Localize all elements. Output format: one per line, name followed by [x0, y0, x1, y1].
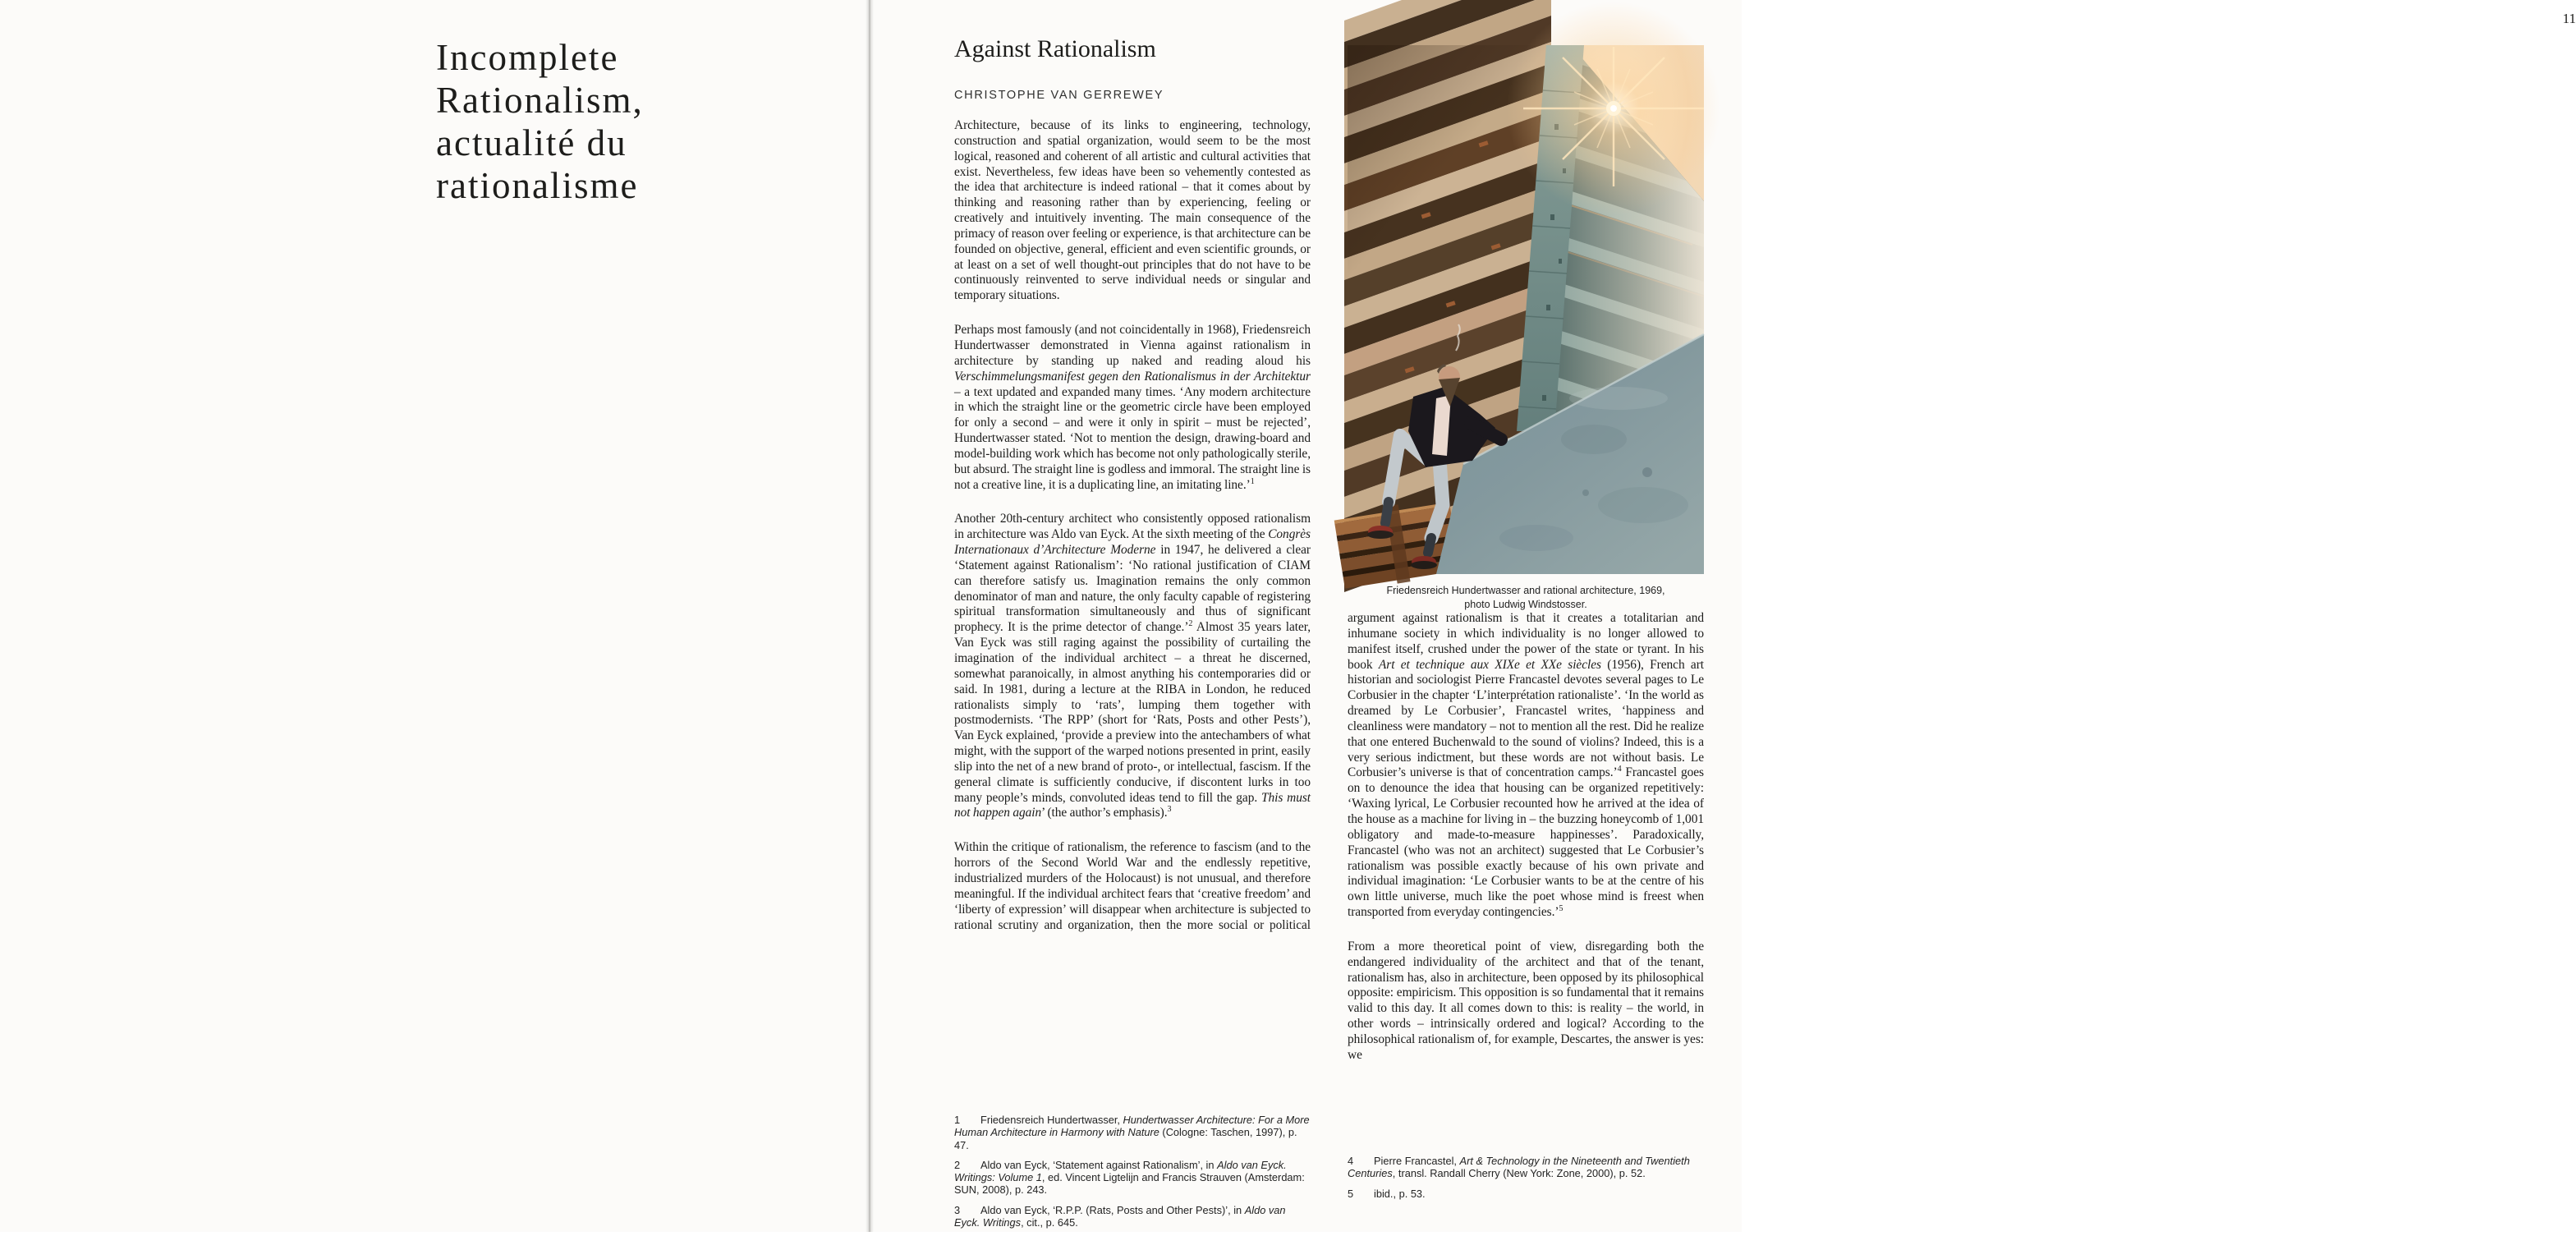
footnotes-column-1 [954, 1114, 1313, 1236]
paragraph: Within the critique of rationalism, the reference to fascism (and to the horrors of the Second World War and the endlessly repetitive, industrialized murders of the Holocaust) is not unusual, and therefore meaningful. If the individual architect fears that ‘creative freedom’ and ‘liberty of expression’ will disappear when architecture is subjected to rational scrutiny and organization, then the more social or political [954, 840, 1311, 932]
footnote: 1 Friedensreich Hundertwasser, Hundertwasser Architecture: For a More Human Architecture in Harmony with Nature (Cologne: Taschen, 1997), p. 47. [954, 1114, 1310, 1151]
left-page-title: Incomplete Rationalism, actualité du rationalisme [436, 37, 644, 206]
article-body-column-1 [954, 118, 1311, 933]
footnote: 2 Aldo van Eyck, ‘Statement against Rationalism’, in Aldo van Eyck. Writings: Volume 1, ed. Vincent Ligtelijn and Francis Strauven (Amsterdam: SUN, 2008), p. 243. [954, 1158, 1305, 1197]
page-number: 11 [2562, 11, 2576, 26]
photo-caption-line-2: photo Ludwig Windstosser. [1464, 599, 1587, 610]
sun-flare [1507, 2, 1720, 215]
footnote: 4 Pierre Francastel, Art & Technology in the Nineteenth and Twentieth Centuries, transl. Randall Cherry (New York: Zone, 2000), p. 52. [1348, 1155, 1690, 1180]
paragraph: argument against rationalism is that it creates a totalitarian and inhumane society in which individuality is no longer allowed to manifest itself, crushed under the power of the state or tyrant. In his book Art et technique aux XIXe et XXe siècles (1956), French art historian and sociologist Pierre Francastel devotes several pages to Le Corbusier in the chapter ‘L’interprétation rationaliste’. ‘In the world as dreamed by Le Corbusier’, Francastel writes, ‘happiness and cleanliness were mandatory – not to mention all the rest. Did he realize that one entered Buchenwald to the sound of violins? Indeed, this is a very serious indictment, but these words are not without basis. Le Corbusier’s universe is that of concentration camps.’$^4$ Francastel goes on to denounce the idea that housing can be organized repetitively: ‘Waxing lyrical, Le Corbusier recounted how he arrived at the idea of the house as a machine for living in – the buzzing honeycomb of 1,001 obligatory and made-to-measure happinesses’. Paradoxically, Francastel (who was not an architect) suggested that Le Corbusier’s rationalism was possible exactly because of his own private and individual imagination: ‘Le Corbusier wants to be at the centre of his own little universe, much like the poet whose mind is freest when transported from everyday contingencies.’$^5$ [1348, 611, 1704, 920]
page-right [872, 0, 2576, 1232]
hundertwasser-photo [1348, 45, 1704, 574]
footnote: 3 Aldo van Eyck, ‘R.P.P. (Rats, Posts and Other Pests)’, in Aldo van Eyck. Writings, cit., p. 645. [954, 1203, 1286, 1229]
page-left [0, 0, 869, 1232]
footnotes-column-2 [1348, 1155, 1706, 1207]
article-column-2 [1348, 611, 1704, 1064]
article-column-1 [954, 34, 1311, 933]
author-byline: CHRISTOPHE VAN GERREWEY [954, 89, 1164, 102]
photo-caption [1348, 584, 1704, 612]
footnote: 5 ibid., p. 53. [1348, 1187, 1426, 1200]
photo-caption-line-1: Friedensreich Hundertwasser and rational architecture, 1969, [1386, 585, 1665, 596]
paragraph: Another 20th-century architect who consistently opposed rationalism in architecture was Aldo van Eyck. At the sixth meeting of the Congrès Internationaux d’Architecture Moderne in 1947, he delivered a clear ‘Statement against Rationalism’: ‘No rational justification of CIAM can therefore satisfy us. Imagination remains the only common denominator of man and nature, the only faculty capable of registering spiritual transformation simultaneously and thus of significant prophecy. It is the prime detector of change.’$^2$ Almost 35 years later, Van Eyck was still raging against the possibility of curtailing the imagination of the individual architect – a threat he discerned, somewhat paranoically, in almost anything his contemporaries did or said. In 1981, during a lecture at the RIBA in London, he reduced rationalists simply to ‘rats’, lumping them together with postmodernists. ‘The RPP’ (short for ‘Rats, Posts and other Pests’), Van Eyck explained, ‘provide a preview into the antechambers of what might, with the support of the warped notions presented in print, easily slip into the net of a new brand of proto-, or intellectual, fascism. If the general climate is sufficiently conducive, if discontent lurks in too many people’s minds, convoluted ideas tend to fill the gap. This must not happen again’ (the author’s emphasis).$^3$ [954, 512, 1311, 820]
photo-illustration [1348, 45, 1704, 574]
paragraph: Architecture, because of its links to engineering, technology, construction and spatial organization, would seem to be the most logical, reasoned and coherent of all artistic and cultural activities that exist. Nevertheless, few ideas have been so vehemently contested as the idea that architecture is indeed rational – that it comes about by thinking and reasoning rather than by experiencing, feeling or creatively and intuitively inventing. The main consequence of the primacy of reason over feeling or experience, is that architecture can be founded on objective, general, efficient and even scientific grounds, or at least on a set of well thought-out principles that do not have to be continuously reinvented to serve individual needs or singular and temporary situations. [954, 118, 1311, 303]
article-title: Against Rationalism [954, 35, 1156, 62]
paragraph: Perhaps most famously (and not coincidentally in 1968), Friedensreich Hundertwasser demonstrated in Vienna against rationalism in architecture by standing up naked and reading aloud his Verschimmelungsmanifest gegen den Rationalismus in der Architektur – a text updated and expanded many times. ‘Any modern architecture in which the straight line or the geometric circle have been employed for only a second – and were it only in spirit – must be rejected’, Hundertwasser stated. ‘Not to mention the design, drawing-board and model-building work which has become not only pathologically sterile, but absurd. The straight line is godless and immoral. The straight line is not a creative line, it is a duplicating line, an imitating line.’$^1$ [954, 323, 1311, 492]
paragraph: From a more theoretical point of view, disregarding both the endangered individuality of the architect and that of the tenant, rationalism has, also in architecture, been opposed by its philosophical opposite: empiricism. This opposition is so fundamental that it remains valid to this day. It all comes down to this: is reality – the world, in other words – intrinsically ordered and logical? According to the philosophical rationalism of, for example, Descartes, the answer is yes: we [1348, 939, 1704, 1062]
